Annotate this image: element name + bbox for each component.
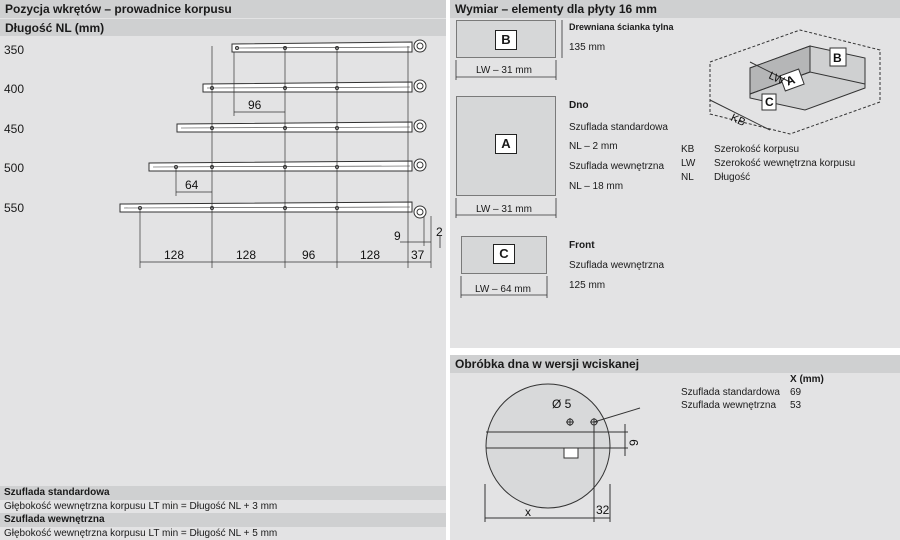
table-row-1-label: Szuflada standardowa [681,387,780,398]
panel-c-letter: C [493,244,515,264]
length-450: 450 [4,122,25,136]
panel-a-letter: A [495,134,517,154]
length-400: 400 [4,82,25,96]
runner-350 [232,40,426,52]
iso-label-b: B [833,51,842,65]
dim-x: x [525,505,531,519]
runner-550 [120,202,426,218]
dim-128-b: 128 [236,248,257,262]
iso-label-kb: KB [728,111,748,129]
dim-32: 32 [596,503,610,517]
iso-label-c: C [765,95,774,109]
panel-a-line1: Szuflada standardowa [569,122,668,133]
panel-a-line4: NL – 18 mm [569,181,624,192]
length-350: 350 [4,43,25,57]
length-500: 500 [4,161,25,175]
panel-b-letter: B [495,30,517,50]
runner-drawing [0,36,446,276]
panel-c-width: LW – 64 mm [475,284,531,295]
runner-400 [203,80,426,92]
panel-b-label: Drewniana ścianka tylna [569,22,674,32]
runner-500 [149,159,426,171]
legend-nl-text: Długość [714,172,751,183]
footer-standard-title: Szuflada standardowa [0,486,446,500]
panel-b-value: 135 mm [569,42,606,53]
right-top-title: Wymiar – elementy dla płyty 16 mm [450,0,900,18]
panel-a-width: LW – 31 mm [476,204,532,215]
table-row-1-value: 69 [790,387,802,398]
panel-a-line2: NL – 2 mm [569,141,618,152]
legend-lw-code: LW [681,158,696,169]
iso-label-lw: LW [766,69,787,88]
table-row-2-label: Szuflada wewnętrzna [681,400,777,411]
panel-c-label: Front [569,240,595,251]
left-subtitle: Długość NL (mm) [0,19,446,36]
panel-c-line1: Szuflada wewnętrzna [569,260,665,271]
dim-128-a: 128 [164,248,185,262]
panel-a-label: Dno [569,100,589,111]
footer-internal-title: Szuflada wewnętrzna [0,513,446,527]
table-header: X (mm) [790,374,824,385]
length-550: 550 [4,201,25,215]
dim-64: 64 [185,178,199,192]
dim-96-upper: 96 [248,98,262,112]
legend-kb-code: KB [681,144,695,155]
legend-kb-text: Szerokość korpusu [714,144,800,155]
runner-450 [177,120,426,132]
dim-37: 37 [411,248,425,262]
table-row-2-value: 53 [790,400,802,411]
left-title: Pozycja wkrętów – prowadnice korpusu [0,0,446,18]
cabinet-isometric [690,22,895,140]
bottom-drilling-drawing [470,374,680,540]
legend-nl-code: NL [681,172,694,183]
dim-9: 9 [394,229,401,243]
dim-9-bottom: 9 [627,439,641,446]
dim-128-c: 128 [360,248,381,262]
legend-lw-text: Szerokość wewnętrzna korpusu [714,158,856,169]
footer-standard-text: Głębokość wewnętrzna korpusu LT min = Długość NL + 3 mm [4,501,278,512]
panel-b-width: LW – 31 mm [476,65,532,76]
right-bottom-title: Obróbka dna w wersji wciskanej [450,355,900,373]
panel-dimension-lines [450,0,580,310]
dim-96-bottom: 96 [302,248,316,262]
iso-label-a: A [783,72,797,89]
footer-internal-text: Głębokość wewnętrzna korpusu LT min = Długość NL + 5 mm [4,528,278,539]
dim-diameter: Ø 5 [552,397,572,411]
panel-a-line3: Szuflada wewnętrzna [569,161,665,172]
panel-c-line2: 125 mm [569,280,606,291]
dim-2: 2 [436,225,443,239]
